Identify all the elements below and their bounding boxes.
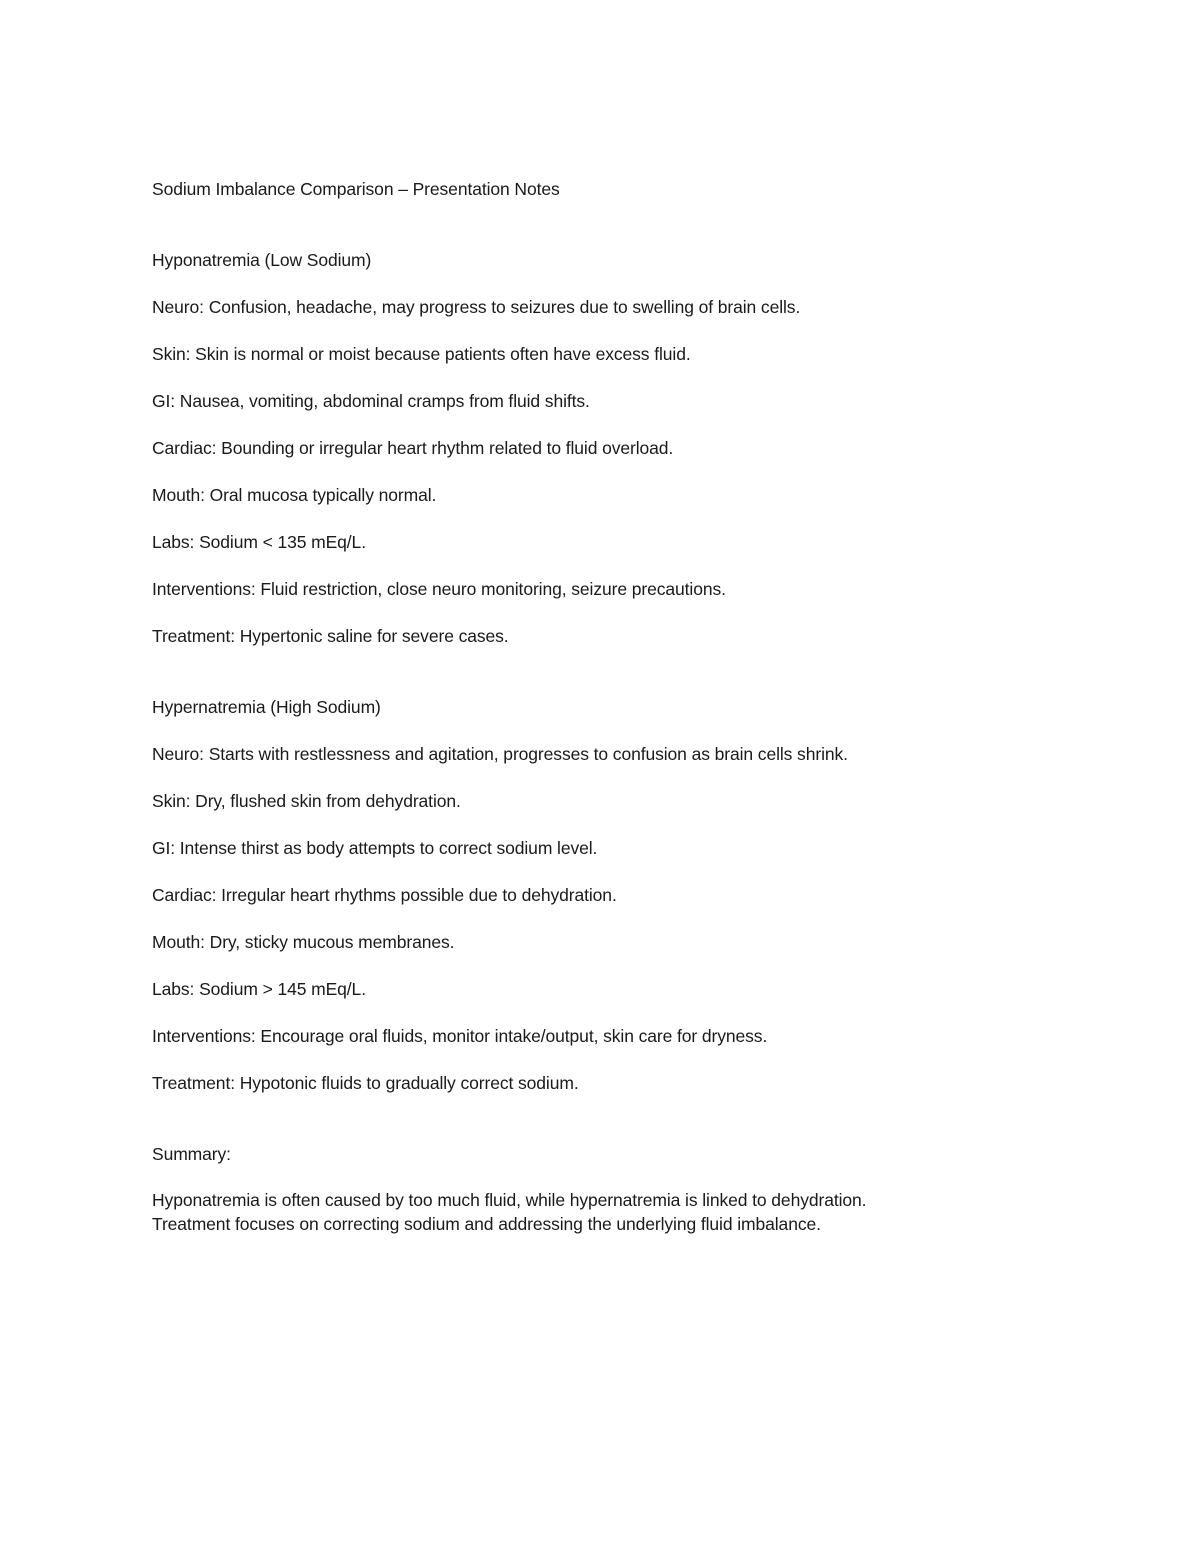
document-page: [152, 176, 1112, 1236]
hyponatremia-mouth: Mouth: Oral mucosa typically normal.: [152, 485, 437, 505]
document-title: Sodium Imbalance Comparison – Presentation Notes: [152, 179, 560, 199]
summary-line: Hyponatremia is often caused by too much fluid, while hypernatremia is linked to dehydration.: [152, 1190, 867, 1210]
hyponatremia-interventions: Interventions: Fluid restriction, close neuro monitoring, seizure precautions.: [152, 579, 726, 599]
summary-line: Treatment focuses on correcting sodium and addressing the underlying fluid imbalance.: [152, 1214, 821, 1234]
hypernatremia-skin: Skin: Dry, flushed skin from dehydration.: [152, 791, 461, 811]
hyponatremia-skin: Skin: Skin is normal or moist because patients often have excess fluid.: [152, 344, 691, 364]
summary-section: [152, 1141, 1112, 1236]
hypernatremia-mouth: Mouth: Dry, sticky mucous membranes.: [152, 932, 455, 952]
hypernatremia-interventions: Interventions: Encourage oral fluids, monitor intake/output, skin care for dryness.: [152, 1026, 768, 1046]
hyponatremia-labs: Labs: Sodium < 135 mEq/L.: [152, 532, 366, 552]
hypernatremia-section: [152, 694, 1112, 1096]
hypernatremia-treatment: Treatment: Hypotonic fluids to gradually correct sodium.: [152, 1073, 579, 1093]
hypernatremia-gi: GI: Intense thirst as body attempts to correct sodium level.: [152, 838, 598, 858]
hypernatremia-labs: Labs: Sodium > 145 mEq/L.: [152, 979, 366, 999]
hyponatremia-treatment: Treatment: Hypertonic saline for severe cases.: [152, 626, 509, 646]
hyponatremia-cardiac: Cardiac: Bounding or irregular heart rhythm related to fluid overload.: [152, 438, 674, 458]
hyponatremia-heading: Hyponatremia (Low Sodium): [152, 250, 372, 270]
hypernatremia-heading: Hypernatremia (High Sodium): [152, 697, 381, 717]
summary-heading: Summary:: [152, 1144, 231, 1164]
hyponatremia-neuro: Neuro: Confusion, headache, may progress to seizures due to swelling of brain cells.: [152, 297, 801, 317]
hyponatremia-section: [152, 247, 1112, 649]
hypernatremia-neuro: Neuro: Starts with restlessness and agitation, progresses to confusion as brain cells shrink.: [152, 744, 848, 764]
hypernatremia-cardiac: Cardiac: Irregular heart rhythms possible due to dehydration.: [152, 885, 617, 905]
hyponatremia-gi: GI: Nausea, vomiting, abdominal cramps from fluid shifts.: [152, 391, 590, 411]
